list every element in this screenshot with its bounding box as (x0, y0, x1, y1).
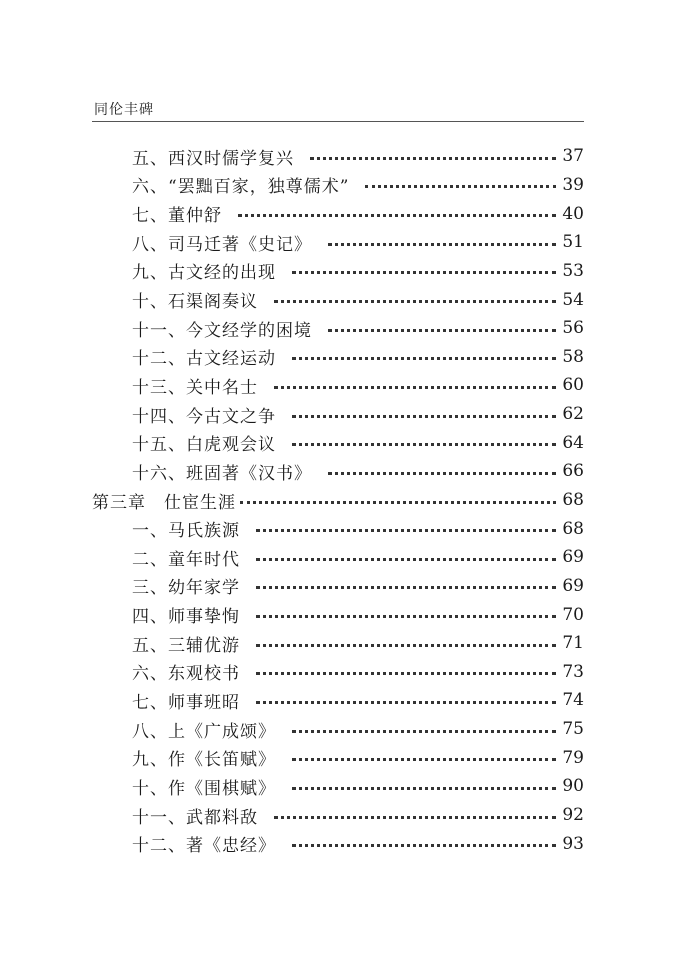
toc-page-number: 69 (562, 547, 584, 568)
toc-entry-title: 三、幼年家学 (132, 578, 240, 599)
toc-page-number: 73 (562, 661, 584, 682)
dot-leader (292, 415, 556, 418)
dot-leader (238, 214, 556, 217)
dot-leader (292, 787, 556, 790)
dot-leader (292, 758, 556, 761)
toc-entry-title: 五、三辅优游 (132, 635, 240, 656)
dot-leader (328, 472, 556, 475)
toc-page-number: 53 (562, 260, 584, 281)
toc-section-entry (0, 658, 692, 687)
toc-entry-title: 十五、白虎观会议 (132, 435, 276, 456)
toc-page-number: 75 (562, 719, 584, 740)
dot-leader (292, 844, 556, 847)
toc-entry-title: 六、“罢黜百家，独尊儒术” (132, 177, 350, 198)
toc-entry-title: 七、董仲舒 (132, 206, 222, 227)
toc-page-number: 62 (562, 404, 584, 425)
toc-page-number: 70 (562, 604, 584, 625)
toc-entry-title: 八、上《广成颂》 (132, 721, 276, 742)
toc-section-entry (0, 457, 692, 486)
toc-page-number: 66 (562, 461, 584, 482)
toc-page-number: 51 (562, 232, 584, 253)
toc-section-entry (0, 600, 692, 629)
toc-entry-title: 第三章 仕宦生涯 (92, 492, 236, 513)
toc-page-number: 92 (562, 805, 584, 826)
toc-section-entry (0, 629, 692, 658)
toc-entry-title: 十六、班固著《汉书》 (132, 463, 312, 484)
toc-section-entry (0, 829, 692, 858)
toc-page-number: 39 (562, 174, 584, 195)
header-divider (92, 121, 584, 122)
toc-entry-title: 二、童年时代 (132, 549, 240, 570)
dot-leader (292, 271, 556, 274)
toc-page-number: 58 (562, 346, 584, 367)
toc-section-entry (0, 686, 692, 715)
dot-leader (292, 730, 556, 733)
toc-entry-title: 十四、今古文之争 (132, 406, 276, 427)
toc-section-entry (0, 199, 692, 228)
toc-section-entry (0, 772, 692, 801)
dot-leader (292, 443, 556, 446)
toc-page-number: 37 (562, 146, 584, 167)
toc-page-number: 93 (562, 833, 584, 854)
toc-entry-title: 八、司马迁著《史记》 (132, 234, 312, 255)
dot-leader (274, 300, 556, 303)
dot-leader (328, 329, 556, 332)
toc-section-entry (0, 428, 692, 457)
toc-section-entry (0, 400, 692, 429)
dot-leader (274, 816, 556, 819)
toc-page-number: 56 (562, 318, 584, 339)
toc-entry-title: 十二、著《忠经》 (132, 836, 276, 857)
dot-leader (365, 185, 556, 188)
toc-entry-title: 一、马氏族源 (132, 521, 240, 542)
toc-page-number: 68 (562, 518, 584, 539)
toc-entry-title: 四、师事挚恂 (132, 607, 240, 628)
toc-page-number: 69 (562, 575, 584, 596)
toc-page-number: 79 (562, 747, 584, 768)
toc-section-entry (0, 228, 692, 257)
toc-section-entry (0, 257, 692, 286)
dot-leader (256, 644, 556, 647)
toc-section-entry (0, 342, 692, 371)
toc-section-entry (0, 543, 692, 572)
dot-leader (256, 529, 556, 532)
toc-section-entry (0, 142, 692, 171)
toc-entry-title: 五、西汉时儒学复兴 (132, 148, 294, 169)
toc-page-number: 64 (562, 432, 584, 453)
toc-page-number: 54 (562, 289, 584, 310)
toc-section-entry (0, 314, 692, 343)
toc-entry-title: 十一、武都料敌 (132, 807, 258, 828)
toc-section-entry (0, 514, 692, 543)
toc-page-number: 60 (562, 375, 584, 396)
toc-page-number: 71 (562, 633, 584, 654)
toc-entry-title: 九、作《长笛赋》 (132, 750, 276, 771)
toc-entry-title: 十、石渠阁奏议 (132, 292, 258, 313)
toc-section-entry (0, 171, 692, 200)
toc-section-entry (0, 801, 692, 830)
dot-leader (256, 672, 556, 675)
toc-entry-title: 六、东观校书 (132, 664, 240, 685)
dot-leader (328, 243, 556, 246)
toc-section-entry (0, 743, 692, 772)
toc-page-number: 90 (562, 776, 584, 797)
dot-leader (274, 386, 556, 389)
toc-entry-title: 十二、古文经运动 (132, 349, 276, 370)
table-of-contents (0, 142, 692, 858)
dot-leader (256, 615, 556, 618)
toc-chapter-entry (0, 486, 692, 515)
dot-leader (240, 501, 556, 504)
toc-entry-title: 十一、今文经学的困境 (132, 320, 312, 341)
toc-section-entry (0, 572, 692, 601)
dot-leader (256, 701, 556, 704)
toc-section-entry (0, 371, 692, 400)
toc-section-entry (0, 715, 692, 744)
toc-page-number: 40 (562, 203, 584, 224)
toc-entry-title: 七、师事班昭 (132, 692, 240, 713)
dot-leader (292, 357, 556, 360)
toc-entry-title: 十、作《围棋赋》 (132, 778, 276, 799)
dot-leader (256, 586, 556, 589)
toc-entry-title: 九、古文经的出现 (132, 263, 276, 284)
dot-leader (310, 157, 556, 160)
toc-page-number: 68 (562, 490, 584, 510)
toc-section-entry (0, 285, 692, 314)
toc-page-number: 74 (562, 690, 584, 711)
running-head-title: 同伦丰碑 (94, 102, 154, 118)
toc-entry-title: 十三、关中名士 (132, 377, 258, 398)
dot-leader (256, 558, 556, 561)
